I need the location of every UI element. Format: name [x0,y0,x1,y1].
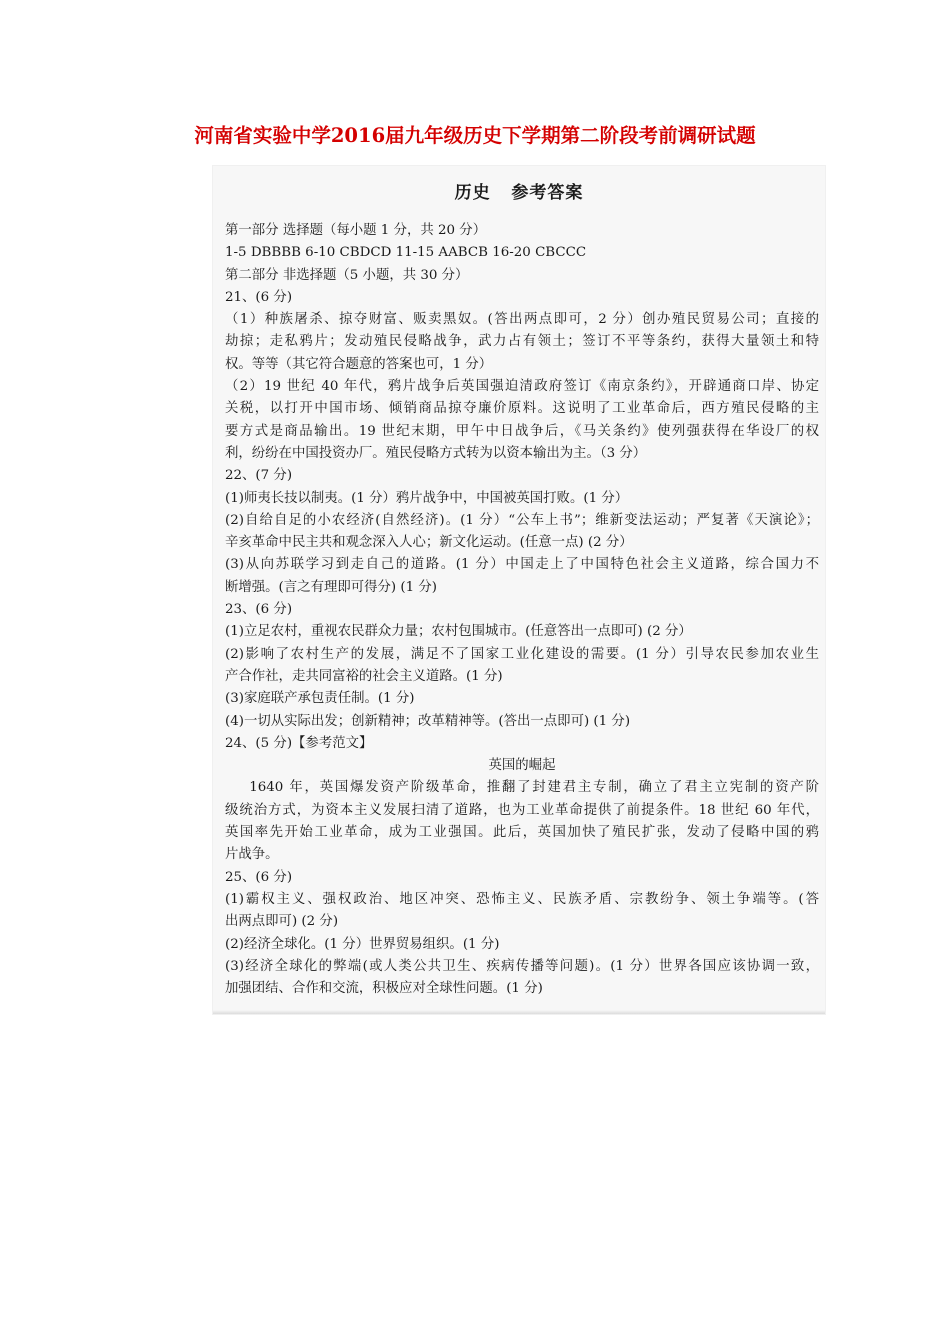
answer-line: 加强团结、合作和交流，积极应对全球性问题。(1 分) [225,981,543,997]
question-21-heading: 21、(6 分) [225,289,293,305]
section-1-heading: 第一部分 选择题（每小题 1 分，共 20 分） [225,223,487,238]
answer-line: (3)从向苏联学习到走自己的道路。(1 分）中国走上了中国特色社会主义道路，综合国力不 [225,557,819,573]
answer-line: (2)自给自足的小农经济(自然经济)。(1 分）“公车上书”；维新变法运动；严复著《天演论》； [225,512,819,528]
question-25-heading: 25、(6 分) [225,869,293,885]
answer-line: 产合作社，走共同富裕的社会主义道路。(1 分) [225,668,503,684]
answer-line: (1)立足农村，重视农民群众力量；农村包围城市。(任意答出一点即可) (2 分） [225,624,692,640]
answer-line: （2）19 世纪 40 年代，鸦片战争后英国强迫清政府签订《南京条约》，开辟通商口岸、协定 [225,379,819,395]
answer-line: (3)经济全球化的弊端(或人类公共卫生、疾病传播等问题)。(1 分）世界各国应该协调一致， [225,958,819,974]
answer-line: (3)家庭联产承包责任制。(1 分) [225,691,415,707]
answer-line: 利，纷纷在中国投资办厂。殖民侵略方式转为以资本输出为主。（3 分） [225,445,647,461]
answer-line: 劫掠；走私鸦片；发动殖民侵略战争，武力占有领土；签订不平等条约，获得大量领土和特 [225,334,819,350]
answer-line: (4)一切从实际出发；创新精神；改革精神等。(答出一点即可) (1 分) [225,713,631,729]
answer-line: (2)影响了农村生产的发展，满足不了国家工业化建设的需要。(1 分）引导农民参加农业生 [225,646,819,662]
answer-line: 出两点即可) (2 分) [225,914,339,930]
answer-body [225,220,819,1000]
section-2-heading: 第二部分 非选择题（5 小题，共 30 分） [225,267,469,283]
essay-title: 英国的崛起 [488,758,556,774]
answer-line: 关税，以打开中国市场、倾销商品掠夺廉价原料。这说明了工业革命后，西方殖民侵略的主 [225,401,819,417]
answer-key-heading: 历史 参考答案 [454,183,584,203]
answer-line: （1）种族屠杀、掠夺财富、贩卖黑奴。(答出两点即可，2 分）创办殖民贸易公司；直接的 [225,312,819,328]
answer-line: 要方式是商品输出。19 世纪末期，甲午中日战争后，《马关条约》使列强获得在华设厂的权 [225,423,819,439]
answer-line: 权。等等（其它符合题意的答案也可，1 分） [225,356,493,372]
document-title: 河南省实验中学2016届九年级历史下学期第二阶段考前调研试题 [194,124,756,147]
question-22-heading: 22、(7 分) [225,468,293,484]
choice-answers: 1-5 DBBBB 6-10 CBDCD 11-15 AABCB 16-20 CBCCC [225,245,587,261]
question-23-heading: 23、(6 分) [225,602,293,618]
scan-edge [213,1010,825,1014]
answer-line: (1)师夷长技以制夷。(1 分）鸦片战争中，中国被英国打败。(1 分） [225,490,629,506]
scanned-answer-sheet [213,166,825,1014]
answer-line: (1)霸权主义、强权政治、地区冲突、恐怖主义、民族矛盾、宗教纷争、领土争端等。(答 [225,891,819,907]
essay-line: 片战争。 [225,847,279,863]
question-24-heading: 24、(5 分)【参考范文】 [225,735,373,751]
answer-line: 断增强。(言之有理即可得分) (1 分) [225,579,438,595]
essay-line: 级统治方式，为资本主义发展扫清了道路，也为工业革命提供了前提条件。18 世纪 60 年代， [225,802,819,818]
essay-line: 1640 年，英国爆发资产阶级革命，推翻了封建君主专制，确立了君主立宪制的资产阶 [225,780,819,796]
answer-line: 辛亥革命中民主共和观念深入人心；新文化运动。(任意一点) (2 分） [225,535,633,551]
answer-line: (2)经济全球化。(1 分）世界贸易组织。(1 分) [225,936,500,952]
essay-line: 英国率先开始工业革命，成为工业强国。此后，英国加快了殖民扩张，发动了侵略中国的鸦 [225,825,819,841]
